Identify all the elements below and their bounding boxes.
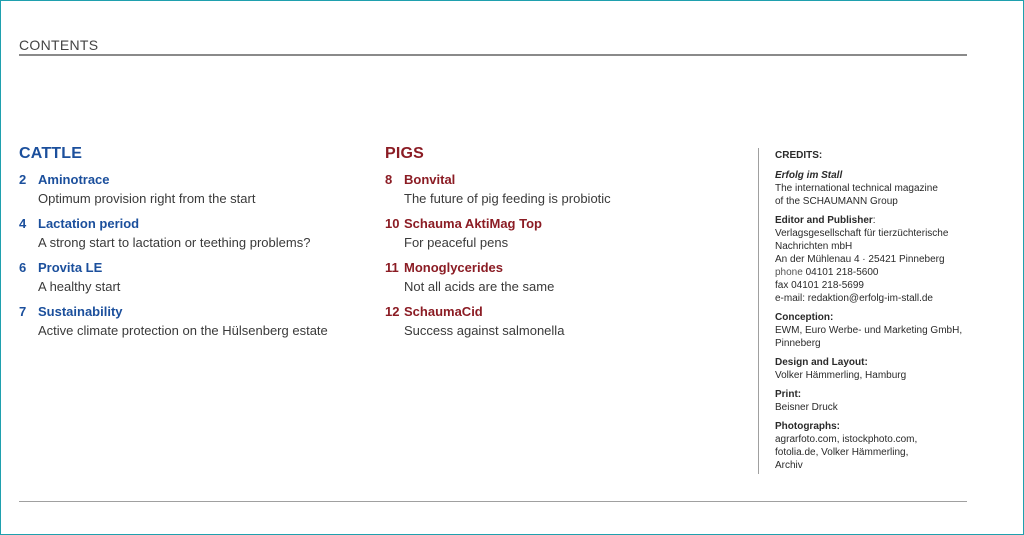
toc-entry[interactable]: [385, 301, 611, 345]
design-value: Volker Hämmerling, Hamburg: [775, 370, 907, 381]
toc-entry[interactable]: [385, 257, 611, 301]
credits-panel: [775, 149, 985, 478]
toc-entry[interactable]: [19, 257, 328, 301]
entry-description: Not all acids are the same: [404, 279, 555, 294]
editor-block: [775, 214, 985, 305]
email-link[interactable]: redaktion@erfolg-im-stall.de: [807, 293, 933, 304]
fax-value: 04101 218-5699: [791, 280, 864, 291]
entry-description: The future of pig feeding is probiotic: [404, 191, 611, 206]
pigs-section: [385, 145, 611, 345]
conception-label: Conception:: [775, 312, 834, 323]
editor-colon: :: [872, 215, 876, 226]
editor-line: Verlagsgesellschaft für tierzüchterische: [775, 228, 949, 239]
page-number: 4: [19, 215, 27, 231]
page-number: 7: [19, 303, 27, 319]
magazine-line: The international technical magazine: [775, 183, 938, 194]
credits-title: CREDITS:: [775, 150, 823, 161]
phone-value: 04101 218-5600: [805, 267, 879, 278]
photos-label: Photographs:: [775, 421, 840, 432]
magazine-line: of the SCHAUMANN Group: [775, 196, 898, 207]
entry-title[interactable]: Aminotrace: [38, 171, 110, 187]
conception-line: Pinneberg: [775, 338, 821, 349]
email-label: e-mail:: [775, 293, 806, 304]
phone-label: phone: [775, 267, 803, 278]
magazine-name: Erfolg im Stall: [775, 170, 843, 181]
toc-entry[interactable]: [385, 169, 611, 213]
entry-title[interactable]: Provita LE: [38, 259, 103, 275]
editor-line: Nachrichten mbH: [775, 241, 853, 252]
entry-title[interactable]: SchaumaCid: [404, 303, 483, 319]
entry-title[interactable]: Schauma AktiMag Top: [404, 215, 542, 231]
entry-description: Success against salmonella: [404, 323, 565, 338]
entry-title[interactable]: Lactation period: [38, 215, 140, 231]
entry-description: A strong start to lactation or teething problems?: [38, 235, 311, 250]
page-number: 11: [385, 259, 399, 275]
magazine-block: [775, 169, 985, 208]
conception-block: [775, 311, 985, 350]
photos-block: [775, 420, 985, 472]
entry-description: For peaceful pens: [404, 235, 509, 250]
page-number: 10: [385, 215, 400, 231]
page-number: 2: [19, 171, 27, 187]
entry-title[interactable]: Sustainability: [38, 303, 123, 319]
photos-line: agrarfoto.com, istockphoto.com,: [775, 434, 918, 445]
header-divider: [19, 54, 967, 56]
entry-title[interactable]: Bonvital: [404, 171, 456, 187]
conception-line: EWM, Euro Werbe- und Marketing GmbH,: [775, 325, 963, 336]
toc-entry[interactable]: [19, 301, 328, 345]
page-title: CONTENTS: [19, 37, 99, 53]
toc-entry[interactable]: [19, 213, 328, 257]
photos-line: fotolia.de, Volker Hämmerling,: [775, 447, 909, 458]
cattle-heading: CATTLE: [19, 145, 83, 162]
cattle-section: [19, 145, 328, 345]
entry-description: Optimum provision right from the start: [38, 191, 256, 206]
page-number: 12: [385, 303, 400, 319]
fax-label: fax: [775, 280, 789, 291]
page-number: 6: [19, 259, 27, 275]
page-number: 8: [385, 171, 393, 187]
editor-address: An der Mühlenau 4 · 25421 Pinneberg: [775, 254, 945, 265]
print-value: Beisner Druck: [775, 402, 838, 413]
entry-title[interactable]: Monoglycerides: [404, 259, 503, 275]
pigs-heading: PIGS: [385, 145, 425, 162]
print-label: Print:: [775, 389, 802, 400]
toc-entry[interactable]: [19, 169, 328, 213]
editor-label: Editor and Publisher: [775, 215, 873, 226]
design-label: Design and Layout:: [775, 357, 868, 368]
photos-line: Archiv: [775, 460, 803, 471]
entry-description: A healthy start: [38, 279, 121, 294]
entry-description: Active climate protection on the Hülsenberg estate: [38, 323, 328, 338]
design-block: [775, 356, 985, 382]
print-block: [775, 388, 985, 414]
vertical-divider: [758, 148, 759, 474]
toc-entry[interactable]: [385, 213, 611, 257]
footer-divider: [19, 501, 967, 502]
